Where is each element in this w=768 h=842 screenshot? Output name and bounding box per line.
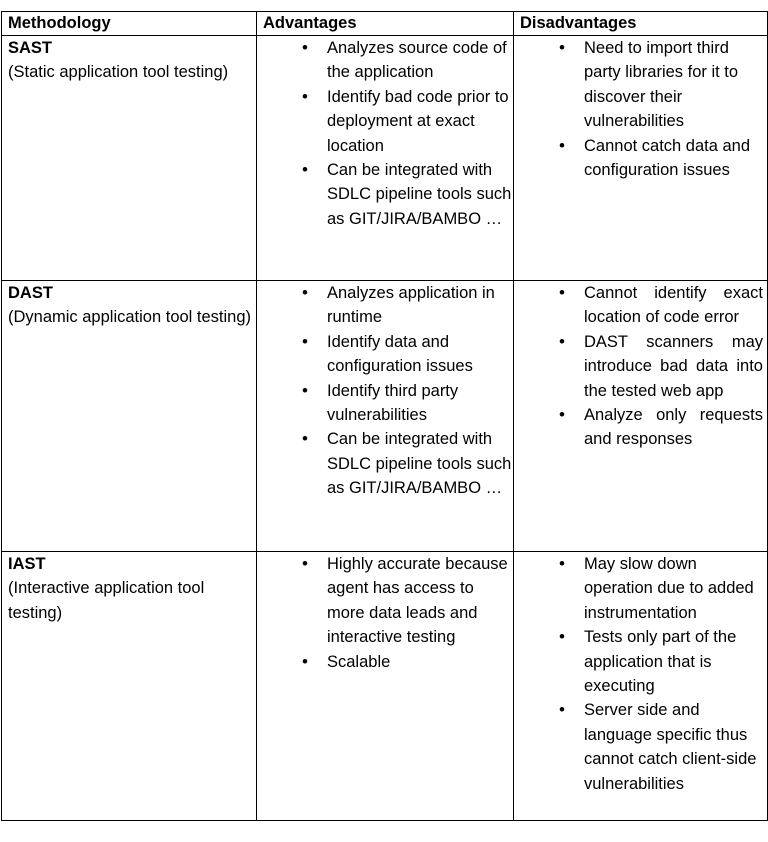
disadvantages-cell bbox=[514, 36, 768, 281]
list-item: • Cannot catch data and configuration issues bbox=[584, 134, 763, 183]
list-item: • Server side and language specific thus cannot catch client-side vulnerabilities bbox=[584, 698, 763, 796]
disadvantages-cell bbox=[514, 281, 768, 552]
list-item: • Can be integrated with SDLC pipeline tools such as GIT/JIRA/BAMBO … bbox=[327, 158, 513, 231]
method-full-name: (Static application tool testing) bbox=[8, 63, 229, 82]
method-full-name: (Interactive application tool testing) bbox=[8, 579, 205, 622]
list-item: • Identify bad code prior to deployment at exact location bbox=[327, 85, 513, 158]
list-item: • Cannot identify exact location of code error bbox=[584, 281, 763, 330]
header-advantages: Advantages bbox=[257, 12, 514, 36]
list-item: • Identify data and configuration issues bbox=[327, 330, 513, 379]
disadvantages-list bbox=[520, 36, 763, 182]
list-item: • Identify third party vulnerabilities bbox=[327, 379, 513, 428]
list-item: • Highly accurate because agent has access to more data leads and interactive testing bbox=[327, 552, 513, 650]
advantages-list bbox=[263, 36, 513, 231]
table-row bbox=[2, 552, 768, 821]
method-name: SAST bbox=[8, 39, 53, 57]
table-header-row bbox=[2, 12, 768, 36]
advantages-cell bbox=[257, 552, 514, 821]
list-item: • Can be integrated with SDLC pipeline tools such as GIT/JIRA/BAMBO … bbox=[327, 427, 513, 500]
method-name: DAST bbox=[8, 284, 53, 302]
table-row bbox=[2, 36, 768, 281]
advantages-cell bbox=[257, 281, 514, 552]
methodology-cell bbox=[2, 552, 257, 821]
advantages-list bbox=[263, 552, 513, 674]
methodology-comparison-table bbox=[1, 11, 768, 821]
list-item: • Scalable bbox=[327, 650, 513, 674]
list-item: • Need to import third party libraries for it to discover their vulnerabilities bbox=[584, 36, 763, 134]
table-row bbox=[2, 281, 768, 552]
header-disadvantages: Disadvantages bbox=[514, 12, 768, 36]
list-item: • Analyzes source code of the application bbox=[327, 36, 513, 85]
advantages-list bbox=[263, 281, 513, 501]
list-item: • DAST scanners may introduce bad data into the tested web app bbox=[584, 330, 763, 403]
methodology-cell bbox=[2, 36, 257, 281]
advantages-cell bbox=[257, 36, 514, 281]
disadvantages-list bbox=[520, 281, 763, 452]
list-item: • Tests only part of the application that is executing bbox=[584, 625, 763, 698]
method-full-name: (Dynamic application tool testing) bbox=[8, 308, 252, 327]
list-item: • Analyzes application in runtime bbox=[327, 281, 513, 330]
list-item: • Analyze only requests and responses bbox=[584, 403, 763, 452]
method-name: IAST bbox=[8, 555, 46, 573]
header-methodology: Methodology bbox=[2, 12, 257, 36]
methodology-cell bbox=[2, 281, 257, 552]
disadvantages-cell bbox=[514, 552, 768, 821]
list-item: • May slow down operation due to added instrumentation bbox=[584, 552, 763, 625]
disadvantages-list bbox=[520, 552, 763, 796]
